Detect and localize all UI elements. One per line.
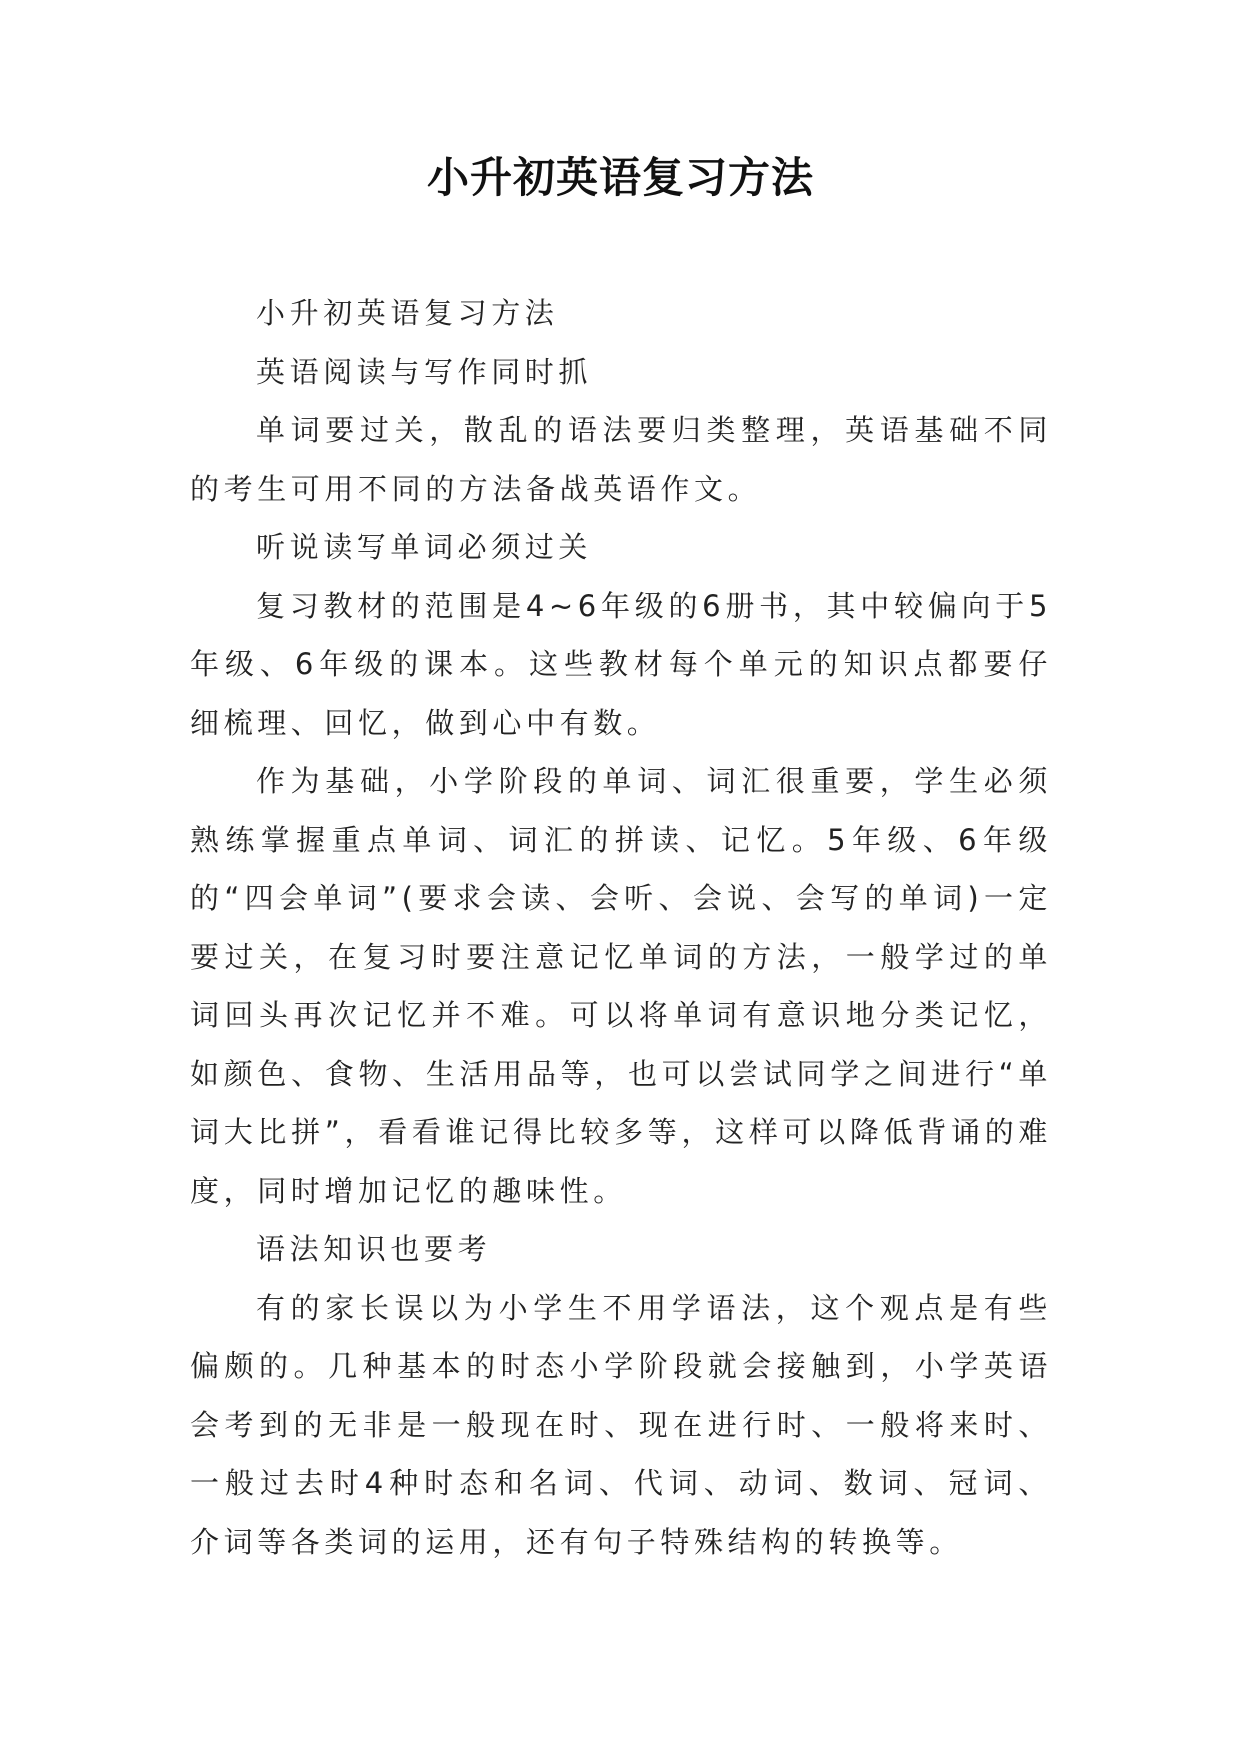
section-heading-grammar: 语法知识也要考 [256, 1232, 492, 1266]
document-title: 小升初英语复习方法 [426, 153, 814, 202]
paragraph: 有的家长误以为小学生不用学语法，这个观点是有些偏颇的。几种基本的时态小学阶段就会接触到，小学英语会考到的无非是一般现在时、现在进行时、一般将来时、一般过去时4种时态和名词、代词、动词、数词、冠词、介词等各类词的运用，还有句子特殊结构的转换等。 [190, 1290, 1052, 1559]
section-heading-vocabulary: 听说读写单词必须过关 [256, 530, 593, 564]
document-body [190, 284, 1052, 1571]
section-heading-reading-writing: 英语阅读与写作同时抓 [256, 354, 593, 389]
paragraph: 作为基础，小学阶段的单词、词汇很重要，学生必须熟练掌握重点单词、词汇的拼读、记忆。5年级、6年级的“四会单词”(要求会读、会听、会说、会写的单词)一定要过关，在复习时要注意记忆单词的方法，一般学过的单词回头再次记忆并不难。可以将单词有意识地分类记忆，如颜色、食物、生活用品等，也可以尝试同学之间进行“单词大比拼”，看看谁记得比较多等，这样可以降低背诵的难度，同时增加记忆的趣味性。 [190, 764, 1052, 1208]
paragraph: 单词要过关，散乱的语法要归类整理，英语基础不同的考生可用不同的方法备战英语作文。 [190, 413, 1052, 506]
paragraph: 复习教材的范围是4~6年级的6册书，其中较偏向于5年级、6年级的课本。这些教材每个单元的知识点都要仔细梳理、回忆，做到心中有数。 [190, 588, 1052, 740]
paragraph-subtitle: 小升初英语复习方法 [256, 296, 559, 330]
